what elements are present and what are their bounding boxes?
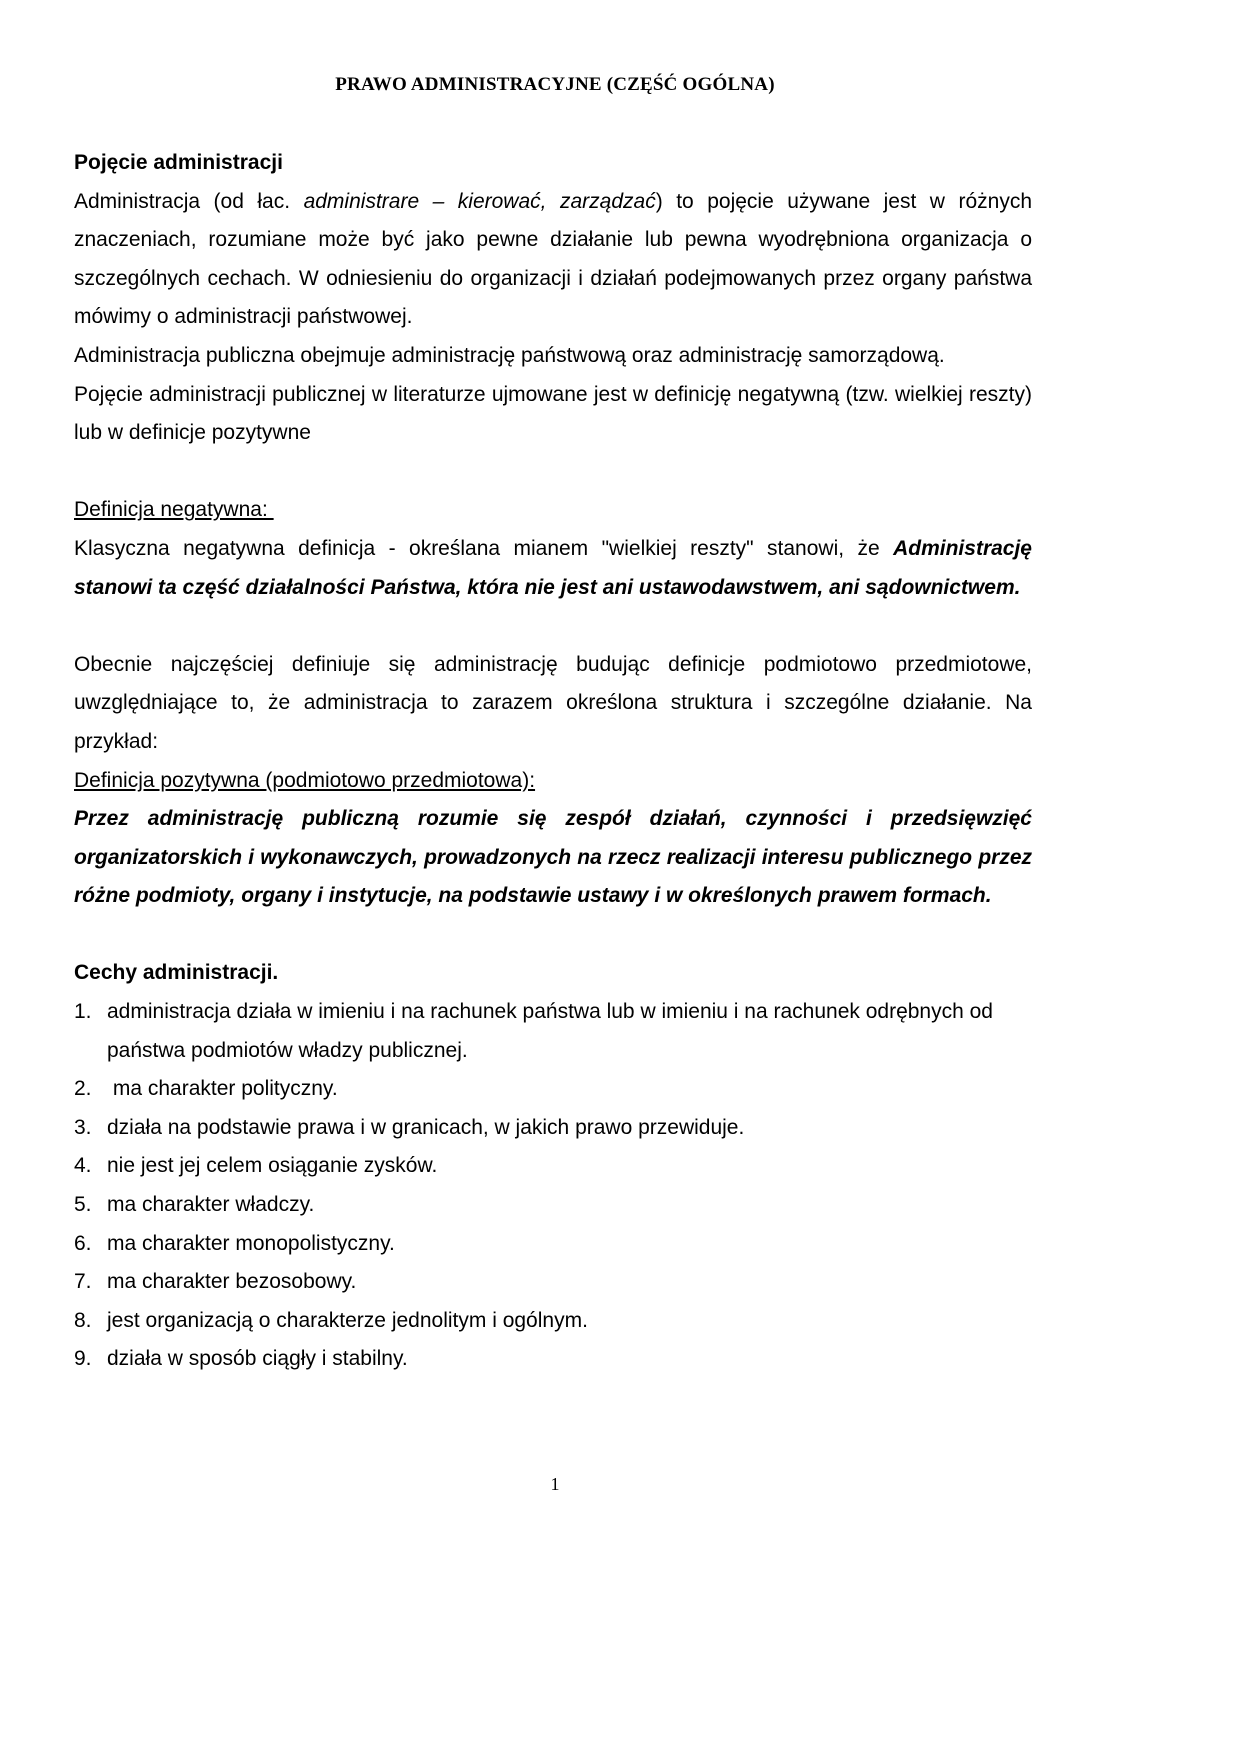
paragraph [74,530,1032,607]
paragraph: Pojęcie administracji publicznej w literaturze ujmowane jest w definicję negatywną (tzw. wielkiej reszty) lub w definicje pozytywne [74,382,1032,445]
list-item [74,1302,1032,1341]
item-number: 4. [74,1154,92,1178]
bold-italic-text: Administrację stanowi ta część działalności Państwa, która nie jest ani ustawodawstwem, ani sądownictwem. [74,536,1032,599]
list-item [74,1147,1032,1186]
paragraph: Administracja publiczna obejmuje administrację państwową oraz administrację samorządową. [74,343,945,367]
document-body [74,144,1032,1379]
negative-definition-heading: Definicja negatywna: [74,498,274,522]
item-text: ma charakter monopolistyczny. [107,1231,395,1255]
list-item [74,993,1032,1070]
page-number: 1 [550,1474,560,1494]
italic-text: administrare – kierować, zarządzać [303,189,656,213]
item-number: 2. [74,1077,92,1101]
item-number: 8. [74,1308,92,1332]
features-list [74,993,1032,1379]
item-number: 6. [74,1231,92,1255]
positive-definition-heading: Definicja pozytywna (podmiotowo przedmiotowa): [74,768,536,792]
item-text: jest organizacją o charakterze jednolitym i ogólnym. [107,1308,588,1332]
item-number: 5. [74,1193,92,1217]
section-heading: Pojęcie administracji [74,151,283,174]
text: Administracja (od łac. [74,189,304,213]
paragraph [74,183,1032,337]
text: Klasyczna negatywna definicja - określana mianem "wielkiej reszty" stanowi, że [74,536,894,560]
list-item [74,1263,1032,1302]
item-text: działa na podstawie prawa i w granicach, w jakich prawo przewiduje. [107,1115,745,1139]
item-text: ma charakter władczy. [107,1193,315,1217]
item-text: nie jest jej celem osiąganie zysków. [107,1154,438,1178]
list-item [74,1109,1032,1148]
list-item [74,1070,1032,1109]
section-heading: Cechy administracji. [74,961,279,985]
document-title: PRAWO ADMINISTRACYJNE (CZĘŚĆ OGÓLNA) [335,74,775,95]
item-text: działa w sposób ciągły i stabilny. [107,1347,408,1371]
list-item [74,1340,1032,1379]
item-text: administracja działa w imieniu i na rachunek państwa lub w imieniu i na rachunek odrębnych od państwa podmiotów władzy publicznej. [107,1000,993,1062]
list-item [74,1225,1032,1264]
item-text: ma charakter polityczny. [107,1077,338,1101]
list-item [74,1186,1032,1225]
item-text: ma charakter bezosobowy. [107,1270,357,1294]
item-number: 3. [74,1115,92,1139]
item-number: 7. [74,1270,92,1294]
item-number: 9. [74,1347,92,1371]
paragraph: Przez administrację publiczną rozumie się zespół działań, czynności i przedsięwzięć organizatorskich i wykonawczych, prowadzonych na rzecz realizacji interesu publicznego przez różne podmioty, organy i instytucje, na podstawie ustawy i w określonych prawem formach. [74,807,1032,908]
item-number: 1. [74,1000,92,1024]
text: ) to pojęcie używane jest w różnych znaczeniach, rozumiane może być jako pewne działanie lub pewna wyodrębniona organizacja o szczególnych cechach. W odniesieniu do organizacji i działań podejmowanych przez organy państwa mówimy o administracji państwowej. [74,189,1032,329]
paragraph: Obecnie najczęściej definiuje się administrację budując definicje podmiotowo przedmiotowe, uwzględniające to, że administracja to zarazem określona struktura i szczególne działanie. Na przykład: [74,652,1032,753]
